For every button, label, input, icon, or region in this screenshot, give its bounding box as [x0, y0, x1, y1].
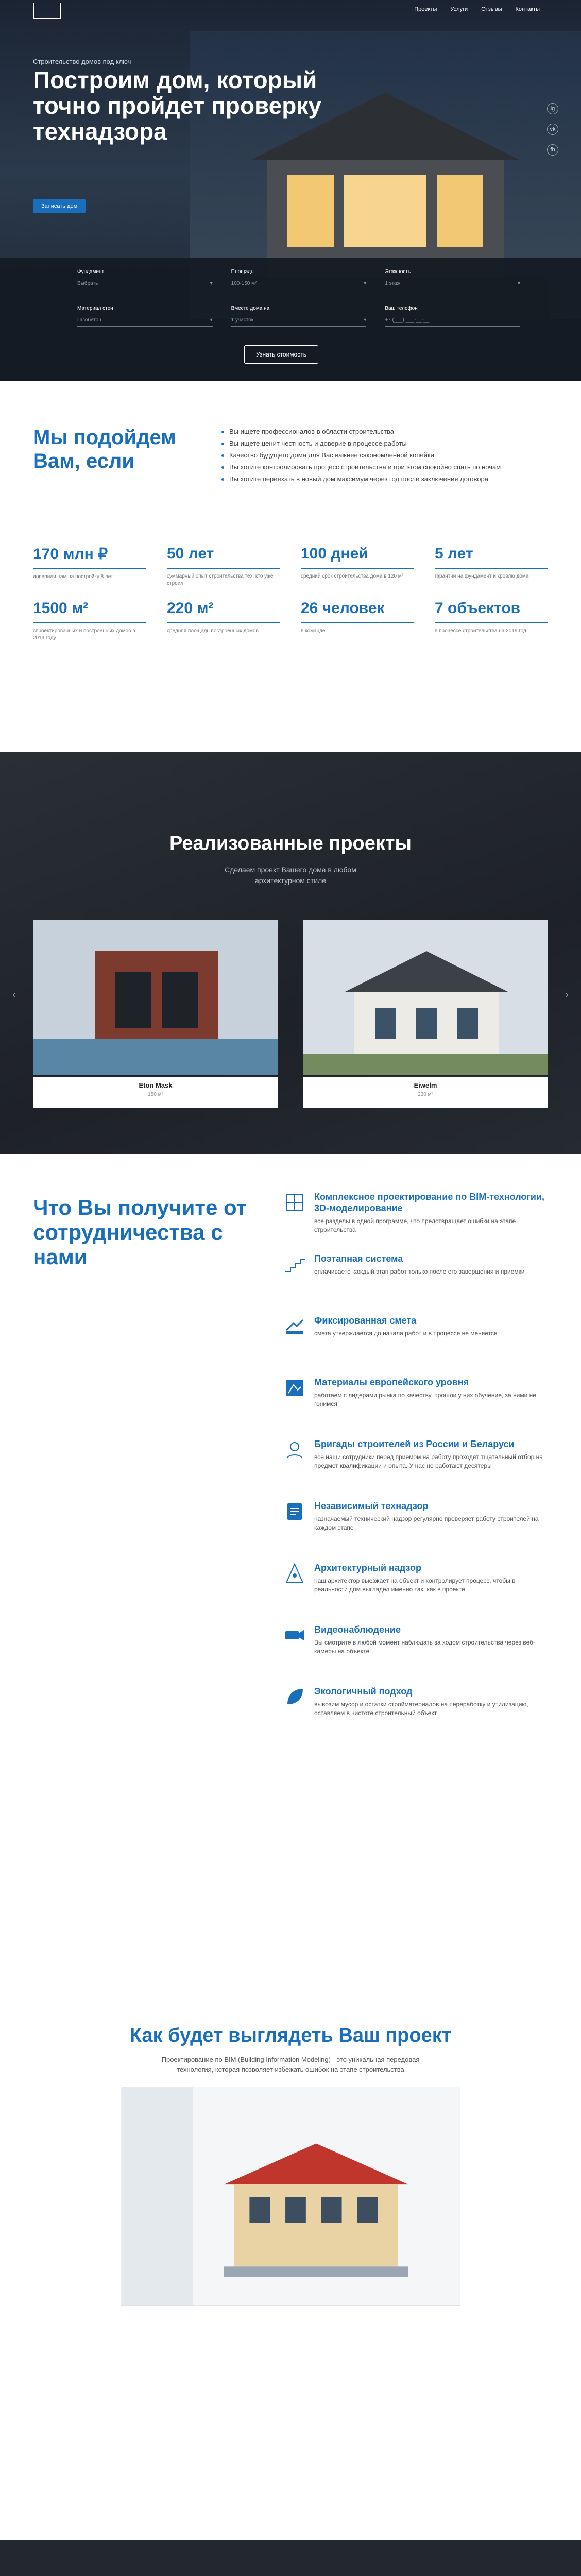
benefit-title: Комплексное проектирование по BIM-технологии, 3D-моделирование: [314, 1192, 545, 1213]
chevron-down-icon: ▾: [364, 281, 367, 286]
about-bullets: [221, 426, 531, 485]
nav-link-reviews[interactable]: Отзывы: [481, 6, 502, 12]
stat-value: 5 лет: [435, 545, 548, 569]
nav-link-contacts[interactable]: Контакты: [515, 6, 540, 12]
benefit-title: Материалы европейского уровня: [314, 1377, 469, 1387]
field-label: Материал стен: [77, 306, 113, 311]
projects-section: [0, 752, 581, 1154]
project-name: Eiwelm: [414, 1081, 437, 1089]
stats-grid: [33, 545, 548, 642]
chevron-down-icon: ▾: [517, 281, 520, 286]
benefit-title: Архитектурный надзор: [314, 1563, 422, 1573]
camera-icon: [283, 1624, 306, 1647]
hero-cta-button[interactable]: Записать дом: [33, 199, 86, 213]
chevron-down-icon: ▾: [210, 317, 213, 323]
vk-icon[interactable]: vk: [547, 124, 558, 135]
stat-desc: гарантии на фундамент и кровлю дома: [435, 573, 529, 579]
plot-select[interactable]: 1 участок ▾: [231, 314, 367, 327]
stat-desc: в процессе строительства на 2019 год: [435, 628, 526, 634]
benefit-title: Видеонаблюдение: [314, 1624, 401, 1635]
benefit-title: Независимый технадзор: [314, 1501, 429, 1511]
social-links: [547, 103, 558, 156]
projects-title: Реализованные проекты: [169, 833, 412, 854]
logo[interactable]: [33, 3, 61, 19]
benefit-text: работаем с лидерами рынка по качеству, прошли у них обучение, за ними не гонимся: [314, 1392, 536, 1408]
benefit-title: Поэтапная система: [314, 1253, 403, 1264]
estimate-icon: [283, 1315, 306, 1337]
benefit-item: [278, 1438, 546, 1500]
project-card[interactable]: [33, 920, 278, 1108]
foundation-select[interactable]: Выбрать ▾: [77, 278, 213, 290]
chevron-down-icon: ▾: [364, 317, 367, 323]
floors-select[interactable]: 1 этаж ▾: [385, 278, 520, 290]
benefit-item: [278, 1315, 546, 1377]
benefit-text: оплачиваете каждый этап работ только после его завершения и приемки: [314, 1268, 525, 1275]
project-image: [303, 920, 548, 1075]
calc-form: [0, 258, 581, 381]
stat-value: 50 лет: [167, 545, 280, 569]
top-nav: [0, 0, 581, 21]
list-item: Вы ищете ценит честность и доверие в процессе работы: [221, 437, 531, 449]
benefit-text: назначаемый технический надзор регулярно проверяет работу строителей на каждом этапе: [314, 1515, 539, 1531]
field-label: Фундамент: [77, 269, 105, 275]
stat-value: 26 человек: [301, 600, 414, 623]
benefit-item: [278, 1686, 546, 1748]
nav-link-services[interactable]: Услуги: [450, 6, 468, 12]
workers-icon: [283, 1438, 306, 1461]
carousel-prev-icon[interactable]: ‹: [12, 989, 16, 1001]
facebook-icon[interactable]: fb: [547, 144, 558, 156]
project-meta: 230 м²: [418, 1092, 433, 1097]
stat-value: 7 объектов: [435, 600, 548, 623]
bim-icon: [283, 1191, 306, 1214]
benefit-text: все наши сотрудники перед приемом на работу проходят тщательный отбор на предмет квалификации и опыта. У нас не работают десятеры: [314, 1453, 543, 1469]
hero-title: Построим дом, который точно пройдет проверку технадзора: [33, 66, 321, 145]
about-title: Мы подойдем Вам, если: [33, 426, 176, 472]
instagram-icon[interactable]: ig: [547, 103, 558, 114]
projects-subtitle: Сделаем проект Вашего дома в любом архитектурном стиле: [225, 866, 356, 885]
benefit-item: [278, 1624, 546, 1686]
benefits-list: [278, 1191, 546, 1748]
hero-subtitle: Строительство домов под ключ: [33, 58, 131, 65]
wall-material-select[interactable]: Газобетон ▾: [77, 314, 213, 327]
area-select[interactable]: 100-150 м² ▾: [231, 278, 367, 290]
project-name: Eton Mask: [139, 1081, 173, 1089]
stat-desc: средняя площадь построенных домов: [167, 628, 259, 634]
stat-desc: спроектированных и построенных домов в 2019 году: [33, 628, 135, 641]
stat-desc: в команде: [301, 628, 326, 634]
phone-input[interactable]: +7 (___) ___-__-__: [385, 314, 520, 327]
materials-icon: [283, 1377, 306, 1399]
stat-value: 100 дней: [301, 545, 414, 569]
benefit-text: смета утверждается до начала работ и в процессе не меняется: [314, 1330, 498, 1337]
stat-desc: средний срок строительства дома в 120 м²: [301, 573, 404, 579]
benefit-item: [278, 1191, 546, 1253]
benefit-item: [278, 1500, 546, 1562]
nav-link-projects[interactable]: Проекты: [414, 6, 437, 12]
calc-submit-button[interactable]: Узнать стоимость: [244, 345, 318, 364]
benefit-item: [278, 1253, 546, 1315]
bim-model-image: [121, 2087, 460, 2306]
list-item: Качество будущего дома для Вас важнее сэкономленной копейки: [221, 449, 531, 461]
eco-icon: [283, 1686, 306, 1708]
stat-value: 170 млн ₽: [33, 545, 146, 569]
benefit-text: все разделы в одной программе, что предотвращает ошибки на этапе строительства: [314, 1217, 516, 1233]
list-item: Вы хотите переехать в новый дом максимум через год после заключения договора: [221, 473, 531, 485]
list-item: Вы ищете профессионалов в области строительства: [221, 426, 531, 437]
project-image: [33, 920, 278, 1075]
project-card[interactable]: [303, 920, 548, 1108]
hero-section: [0, 0, 581, 381]
inspector-icon: [283, 1500, 306, 1523]
benefit-title: Бригады строителей из России и Беларуси: [314, 1439, 515, 1449]
list-item: Вы хотите контролировать процесс строительства и при этом спокойно спать по ночам: [221, 461, 531, 473]
benefit-item: [278, 1562, 546, 1624]
field-label: Площадь: [231, 269, 254, 275]
architect-icon: [283, 1562, 306, 1585]
stat-value: 220 м²: [167, 600, 280, 623]
field-label: Вместе дома на: [231, 306, 270, 311]
benefit-title: Фиксированная смета: [314, 1315, 417, 1326]
stat-desc: доверили нам на постройку 8 лет: [33, 574, 113, 580]
stages-icon: [283, 1253, 306, 1276]
bim-title: Как будет выглядеть Ваш проект: [129, 2025, 452, 2046]
stat-value: 1500 м²: [33, 600, 146, 623]
benefits-section: [0, 1154, 581, 2004]
bim-section: [0, 2004, 581, 2540]
about-section: [0, 381, 581, 752]
benefit-text: вывозим мусор и остатки стройматериалов на переработку и утилизацию, оставляем в чистоте строительный объект: [314, 1701, 528, 1717]
field-label: Ваш телефон: [385, 306, 418, 311]
audit-section: [0, 2540, 581, 2576]
benefit-item: [278, 1377, 546, 1438]
chevron-down-icon: ▾: [210, 281, 213, 286]
benefits-title: Что Вы получите от сотрудничества с нами: [33, 1195, 247, 1269]
stat-desc: суммарный опыт строительства тех, кто уже строил: [167, 573, 274, 586]
benefit-title: Экологичный подход: [314, 1686, 413, 1697]
benefit-text: наш архитектор выезжает на объект и контролирует процесс, чтобы в реальности дом выглядел именно так, как в проекте: [314, 1577, 516, 1593]
project-meta: 180 м²: [148, 1092, 163, 1097]
field-label: Этажность: [385, 269, 411, 275]
bim-subtitle: Проектирование по BIM (Building Information Modeling) - это уникальная передовая технология, которая позволяет избежать ошибок на этапе строительства: [161, 2056, 420, 2073]
benefit-text: Вы смотрите в любой момент наблюдать за ходом строительства через веб-камеры на объекте: [314, 1639, 536, 1655]
carousel-next-icon[interactable]: ›: [565, 989, 569, 1001]
